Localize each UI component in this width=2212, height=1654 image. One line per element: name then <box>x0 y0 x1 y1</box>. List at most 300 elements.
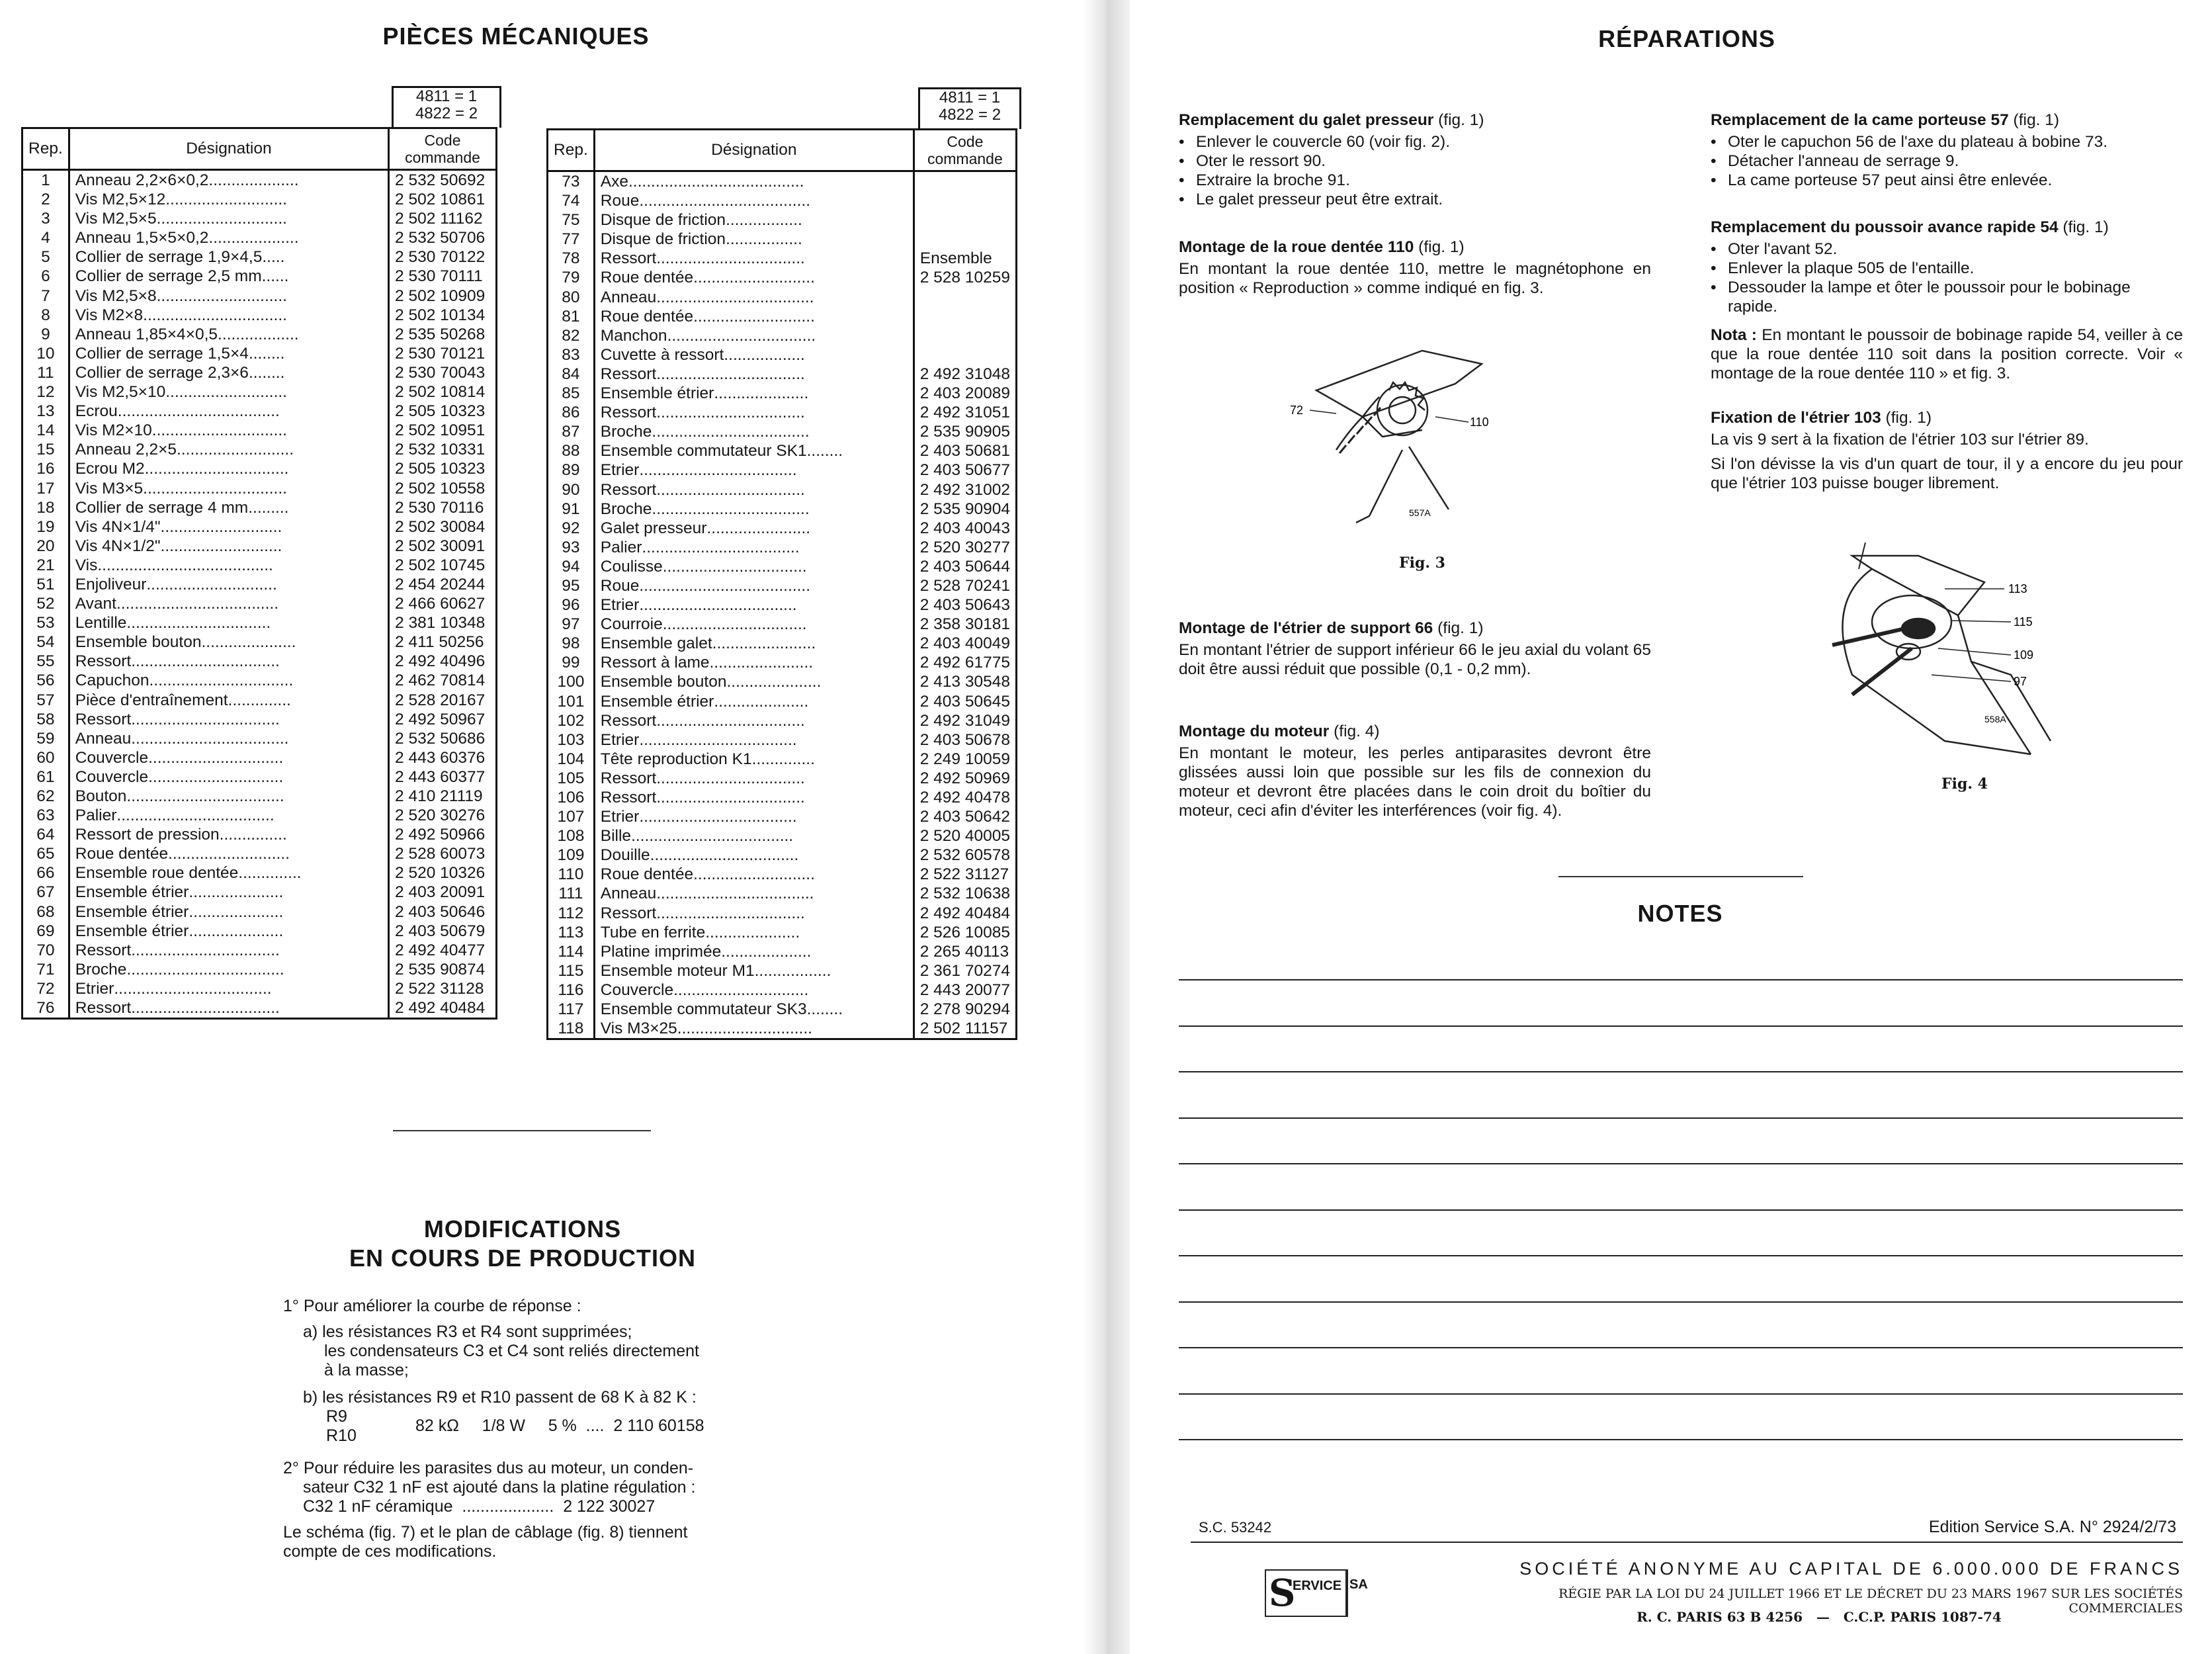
table-row <box>548 230 1017 249</box>
leader-dots: .............................. <box>148 748 284 767</box>
designation-text: Enjoliveur <box>75 575 147 593</box>
table-row <box>22 517 497 537</box>
cell-code: 2 528 20167 <box>389 691 497 710</box>
cell-rep: 63 <box>22 806 69 825</box>
cell-rep: 80 <box>548 288 595 307</box>
cell-rep: 68 <box>22 902 69 922</box>
nota-label: Nota : <box>1711 326 1757 344</box>
logo-s: S <box>1269 1571 1296 1615</box>
designation-text: Vis M2×8 <box>75 306 144 324</box>
cell-code: 2 492 50966 <box>389 825 497 844</box>
mod-r10: R10 <box>326 1426 357 1445</box>
leader-dots: ................................. <box>131 652 280 671</box>
table-row <box>548 441 1017 460</box>
table-row <box>22 459 497 478</box>
table-row <box>22 325 497 344</box>
table-row <box>548 634 1017 653</box>
table-row <box>22 613 497 632</box>
leader-dots: ..................... <box>714 692 809 711</box>
cell-designation <box>594 653 914 672</box>
leader-dots: .................... <box>721 942 812 961</box>
leader-dots: .............. <box>238 864 302 883</box>
list-item: • La came porteuse 57 peut ainsi être enlevée. <box>1711 171 2183 190</box>
cell-code: 2 361 70274 <box>914 961 1016 980</box>
cell-rep: 51 <box>22 575 69 594</box>
cell-rep: 10 <box>22 344 69 363</box>
designation-text: Ressort de pression <box>75 826 220 844</box>
section-title: Remplacement de la came porteuse 57 (fig. 1) <box>1711 111 2059 129</box>
leader-dots: ............... <box>219 826 287 844</box>
table-row <box>548 268 1017 287</box>
cell-rep: 90 <box>548 480 595 500</box>
cell-code: 2 528 70241 <box>914 576 1016 595</box>
cell-code: 2 403 40049 <box>914 634 1016 653</box>
designation-text: Ensemble étrier <box>600 692 714 711</box>
section-came-porteuse <box>1711 111 2183 190</box>
designation-text: Ensemble étrier <box>75 922 189 940</box>
cell-code <box>914 307 1016 326</box>
designation-text: Ensemble étrier <box>75 902 189 921</box>
table-row <box>22 652 497 671</box>
cell-rep: 57 <box>22 691 69 710</box>
section-text: En montant l'étrier de support inférieur 66 le jeu axial du volant 65 doit être aussi réduit que possible (0,1 - 0,2 mm). <box>1179 641 1651 678</box>
cell-designation <box>69 748 388 767</box>
cell-designation <box>594 288 914 307</box>
table-row <box>22 671 497 690</box>
table-row <box>22 440 497 459</box>
cell-rep: 116 <box>548 980 595 1000</box>
footer-rule <box>1191 1542 2183 1543</box>
cell-code: 2 492 31002 <box>914 480 1016 500</box>
cell-designation <box>594 326 914 345</box>
cell-designation <box>594 557 914 576</box>
leader-dots: ..................... <box>726 673 822 691</box>
leader-dots: ........................... <box>693 269 815 287</box>
fig3-label-72: 72 <box>1290 404 1304 417</box>
designation-text: Anneau <box>600 885 657 903</box>
table-row <box>548 750 1017 769</box>
cell-designation <box>69 998 388 1019</box>
notes-line <box>1179 1025 2183 1027</box>
leader-dots: ........................... <box>165 191 287 209</box>
cell-code: 2 535 50268 <box>389 325 497 344</box>
cell-designation <box>594 692 914 711</box>
mod-item-1a-2: les condensateurs C3 et C4 sont reliés directement <box>324 1342 699 1360</box>
cell-code: 2 403 20089 <box>914 384 1016 403</box>
cell-designation <box>594 1019 914 1039</box>
leader-dots: ................................. <box>656 769 805 787</box>
leader-dots: ................................ <box>126 614 271 632</box>
leader-dots: ......... <box>248 498 289 517</box>
cell-rep: 69 <box>22 922 69 941</box>
table-row <box>548 384 1017 403</box>
cell-rep: 13 <box>22 402 69 421</box>
designation-text: Platine imprimée <box>600 942 722 961</box>
leader-dots: ............................. <box>156 286 287 305</box>
cell-designation <box>594 750 914 769</box>
nota-text: En montant le poussoir de bobinage rapide 54, veiller à ce que la roue dentée 110 soit dans la position correcte. Voir « montage de la roue dentée 110 » et fig. 3. <box>1711 326 2183 382</box>
cell-designation <box>69 170 388 191</box>
cell-rep: 60 <box>22 748 69 767</box>
cell-rep: 79 <box>548 268 595 287</box>
section-etrier-support <box>1179 619 1651 679</box>
leader-dots: ................................... <box>639 808 797 826</box>
cell-designation <box>69 247 388 267</box>
table-row <box>22 170 497 191</box>
section-text: Si l'on dévisse la vis d'un quart de tour, il y a encore du jeu pour que l'étrier 103 puisse bouger librement. <box>1711 455 2183 492</box>
cell-rep: 100 <box>548 672 595 691</box>
table-row <box>22 979 497 998</box>
cell-code: 2 502 10558 <box>389 479 497 498</box>
leader-dots: .............. <box>228 691 291 709</box>
leader-dots: ................................ <box>662 615 807 634</box>
cell-designation <box>594 307 914 326</box>
cell-rep: 77 <box>548 230 595 249</box>
leader-dots: ................................. <box>656 711 805 730</box>
cell-code: 2 403 50677 <box>914 460 1016 480</box>
cell-code: 2 492 50967 <box>389 710 497 729</box>
designation-text: Lentille <box>75 614 127 632</box>
cell-code: 2 492 40478 <box>914 788 1016 807</box>
cell-rep: 103 <box>548 730 595 750</box>
cell-rep: 92 <box>548 519 595 538</box>
cell-code: 2 492 40484 <box>914 904 1016 923</box>
leader-dots: ................. <box>726 211 802 230</box>
cell-code: 2 532 50706 <box>389 228 497 247</box>
leader-dots: ................. <box>754 961 831 980</box>
section-moteur <box>1179 722 1651 820</box>
parts-table-1 <box>21 127 497 1020</box>
table-row <box>22 632 497 652</box>
cell-code: 2 410 21119 <box>389 787 497 806</box>
logo-divider <box>1345 1571 1347 1616</box>
table-row <box>548 365 1017 384</box>
table-row <box>548 191 1017 210</box>
leader-dots: ................................. <box>656 904 805 922</box>
leader-dots: ................................ <box>149 672 294 690</box>
cell-designation <box>594 480 914 500</box>
cell-designation <box>69 286 388 306</box>
leader-dots: .................. <box>724 345 805 364</box>
cell-rep: 64 <box>22 825 69 844</box>
mod-item-2: 2° Pour réduire les parasites dus au moteur, un conden- <box>283 1459 694 1477</box>
leader-dots: ................................ <box>143 479 287 498</box>
cell-rep: 88 <box>548 441 595 460</box>
leader-dots: ..................... <box>705 923 800 941</box>
cell-designation <box>594 961 914 980</box>
cell-designation <box>594 807 914 826</box>
cell-code: 2 492 31051 <box>914 403 1016 422</box>
cell-code: 2 403 50646 <box>389 902 497 922</box>
cell-designation <box>594 730 914 750</box>
table-row <box>548 538 1017 557</box>
cell-rep: 65 <box>22 844 69 863</box>
designation-text: Roue <box>600 192 640 210</box>
leader-dots: ................................. <box>656 404 805 422</box>
leader-dots: ..................... <box>714 384 809 403</box>
leader-dots: .................................... <box>631 827 794 846</box>
cell-rep: 75 <box>548 210 595 230</box>
designation-text: Ensemble moteur M1 <box>600 961 755 980</box>
cell-designation <box>594 441 914 460</box>
version-line-2: 4822 = 2 <box>938 106 1001 124</box>
designation-text: Anneau <box>75 729 132 748</box>
book-spine <box>1082 0 1130 1654</box>
cell-designation <box>594 519 914 538</box>
cell-code: 2 532 10331 <box>389 440 497 459</box>
designation-text: Pièce d'entraînement <box>75 691 228 709</box>
cell-rep: 118 <box>548 1019 595 1039</box>
cell-rep: 113 <box>548 923 595 942</box>
designation-text: Ensemble commutateur SK3 <box>600 1000 807 1019</box>
designation-text: Etrier <box>600 461 640 480</box>
cell-designation <box>594 403 914 422</box>
notes-line <box>1179 1439 2183 1440</box>
cell-designation <box>69 344 388 363</box>
cell-code: 2 403 50643 <box>914 595 1016 615</box>
designation-text: Manchon <box>600 326 667 345</box>
cell-designation <box>69 710 388 729</box>
cell-code: 2 265 40113 <box>914 942 1016 961</box>
cell-designation <box>594 345 914 365</box>
cell-rep: 9 <box>22 325 69 344</box>
table-row <box>22 402 497 421</box>
cell-designation <box>69 440 388 459</box>
leader-dots: ........ <box>806 1000 843 1019</box>
cell-rep: 19 <box>22 517 69 537</box>
cell-code: 2 403 20091 <box>389 883 497 902</box>
cell-code: 2 522 31128 <box>389 979 497 998</box>
cell-designation <box>69 883 388 902</box>
designation-text: Etrier <box>600 808 640 826</box>
table-row <box>548 653 1017 672</box>
cell-rep: 16 <box>22 459 69 478</box>
leader-dots: .................................... <box>117 402 280 421</box>
leader-dots: ................................... <box>639 461 797 480</box>
cell-designation <box>69 498 388 517</box>
cell-rep: 3 <box>22 209 69 228</box>
cell-rep: 91 <box>548 500 595 519</box>
cell-code: 2 492 31048 <box>914 365 1016 384</box>
cell-code: 2 526 10085 <box>914 923 1016 942</box>
cell-rep: 74 <box>548 191 595 210</box>
cell-code: 2 520 30276 <box>389 806 497 825</box>
cell-designation <box>69 825 388 844</box>
cell-designation <box>594 884 914 903</box>
leader-dots: ....................... <box>712 634 816 653</box>
table-row <box>548 576 1017 595</box>
leader-dots: ................................. <box>131 999 280 1018</box>
table-row <box>22 863 497 883</box>
leader-dots: ................................ <box>662 557 807 576</box>
section-fixation-etrier <box>1711 409 2183 493</box>
cell-rep: 94 <box>548 557 595 576</box>
list-item: • Enlever la plaque 505 de l'entaille. <box>1711 259 2183 278</box>
cell-code <box>914 191 1016 210</box>
cell-rep: 117 <box>548 1000 595 1019</box>
designation-text: Bille <box>600 827 632 846</box>
cell-designation <box>69 382 388 402</box>
cell-designation <box>69 537 388 556</box>
fig4-code: 558A <box>1984 714 2006 724</box>
table-row <box>548 769 1017 788</box>
cell-rep: 7 <box>22 286 69 306</box>
cell-rep: 96 <box>548 595 595 615</box>
table-row <box>22 421 497 440</box>
cell-designation <box>69 190 388 209</box>
mod-item-1b: b) les résistances R9 et R10 passent de 68 K à 82 K : <box>303 1388 697 1407</box>
mod-item-2-3: C32 1 nF céramique .................... 2 122 30027 <box>303 1497 656 1516</box>
table-row <box>548 345 1017 365</box>
leader-dots: ..................... <box>189 902 284 921</box>
designation-text: Anneau <box>600 288 657 306</box>
designation-text: Bouton <box>75 787 127 805</box>
leader-dots: ............................. <box>146 575 277 593</box>
cell-code: 2 502 11157 <box>914 1019 1016 1039</box>
cell-rep: 89 <box>548 460 595 480</box>
leader-dots: ........ <box>248 363 285 382</box>
table-row <box>22 498 497 517</box>
cell-code: 2 381 10348 <box>389 613 497 632</box>
footer-edition: Edition Service S.A. N° 2924/2/73 <box>1928 1518 2176 1536</box>
cell-designation <box>594 595 914 615</box>
designation-text: Vis M2,5×8 <box>75 286 157 305</box>
col-designation: Désignation <box>69 128 388 170</box>
designation-text: Tête reproduction K1 <box>600 750 752 768</box>
cell-rep: 14 <box>22 421 69 440</box>
cell-code: 2 492 40477 <box>389 941 497 960</box>
designation-text: Ensemble bouton <box>75 633 202 652</box>
mod-note: Le schéma (fig. 7) et le plan de câblage (fig. 8) tiennent <box>283 1523 688 1542</box>
leader-dots: ................................... <box>639 730 797 749</box>
cell-rep: 52 <box>22 594 69 613</box>
designation-text: Etrier <box>600 596 640 615</box>
section-title: Remplacement du galet presseur (fig. 1) <box>1179 111 1484 129</box>
designation-text: Vis M2,5×10 <box>75 383 166 402</box>
cell-code: 2 502 10745 <box>389 556 497 575</box>
table-row <box>22 825 497 844</box>
table-row <box>548 326 1017 345</box>
cell-designation <box>594 422 914 441</box>
list-item: • Le galet presseur peut être extrait. <box>1179 190 1651 209</box>
designation-text: Ressort <box>600 904 657 922</box>
designation-text: Vis <box>75 556 98 574</box>
cell-designation <box>594 230 914 249</box>
cell-designation <box>69 209 388 228</box>
cell-rep: 84 <box>548 365 595 384</box>
cell-code: 2 535 90904 <box>914 500 1016 519</box>
list-item: • Oter l'avant 52. <box>1711 239 2183 259</box>
cell-designation <box>69 228 388 247</box>
designation-text: Vis M2,5×5 <box>75 210 157 228</box>
cell-designation <box>69 691 388 710</box>
cell-rep: 108 <box>548 826 595 846</box>
designation-text: Tube en ferrite <box>600 923 706 941</box>
cell-rep: 110 <box>548 865 595 884</box>
cell-rep: 12 <box>22 382 69 402</box>
table-row <box>22 228 497 247</box>
designation-text: Roue dentée <box>600 865 694 884</box>
designation-text: Collier de serrage 1,9×4,5 <box>75 248 263 267</box>
designation-text: Palier <box>600 538 642 556</box>
cell-rep: 11 <box>22 363 69 382</box>
cell-code: 2 492 31049 <box>914 711 1016 730</box>
table-row <box>22 998 497 1019</box>
designation-text: Ecrou <box>75 402 118 421</box>
cell-rep: 98 <box>548 634 595 653</box>
cell-designation <box>594 865 914 884</box>
leader-dots: ................................... <box>642 538 800 556</box>
table-row <box>548 422 1017 441</box>
cell-designation <box>69 325 388 344</box>
table-row <box>548 672 1017 691</box>
table-row <box>22 922 497 941</box>
notes-line <box>1179 979 2183 980</box>
leader-dots: ........................... <box>168 845 290 863</box>
cell-rep: 59 <box>22 729 69 748</box>
cell-code: 2 403 40043 <box>914 519 1016 538</box>
leader-dots: .............................. <box>677 1020 812 1038</box>
leader-dots: ................................. <box>656 365 805 383</box>
cell-rep: 6 <box>22 267 69 286</box>
section-poussoir <box>1711 218 2183 383</box>
table-row <box>22 556 497 575</box>
designation-text: Anneau 2,2×6×0,2 <box>75 171 209 189</box>
leader-dots: ............................. <box>156 210 287 228</box>
logo-ervice: ERVICE <box>1293 1579 1342 1593</box>
list-item: • Dessouder la lampe et ôter le poussoir pour le bobinage rapide. <box>1711 278 2183 316</box>
designation-text: Coulisse <box>600 557 663 576</box>
cell-rep: 62 <box>22 787 69 806</box>
list-item: • Oter le capuchon 56 de l'axe du plateau à bobine 73. <box>1711 132 2183 152</box>
cell-code: 2 443 60376 <box>389 748 497 767</box>
divider-line <box>393 1130 651 1131</box>
cell-designation <box>594 634 914 653</box>
designation-text: Ecrou M2 <box>75 460 145 478</box>
list-item: • Détacher l'anneau de serrage 9. <box>1711 152 2183 171</box>
table-row <box>548 519 1017 538</box>
cell-designation <box>594 171 914 192</box>
fig4-label-97: 97 <box>2014 675 2027 688</box>
cell-rep: 78 <box>548 249 595 268</box>
leader-dots: ........................... <box>165 383 287 402</box>
cell-code: 2 466 60627 <box>389 594 497 613</box>
section-title: Remplacement du poussoir avance rapide 54 (fig. 1) <box>1711 218 2109 236</box>
cell-designation <box>594 268 914 287</box>
designation-text: Ressort <box>75 652 132 671</box>
cell-code: 2 413 30548 <box>914 672 1016 691</box>
designation-text: Anneau 2,2×5 <box>75 441 177 459</box>
leader-dots: ....................... <box>706 519 811 537</box>
table-row <box>548 807 1017 826</box>
cell-rep: 54 <box>22 632 69 652</box>
notes-title: NOTES <box>1637 900 1723 927</box>
col-designation: Désignation <box>594 130 914 171</box>
table-row <box>548 1000 1017 1019</box>
leader-dots: ................................... <box>126 960 284 979</box>
table-row <box>22 575 497 594</box>
service-logo <box>1265 1569 1348 1617</box>
fig3-code: 557A <box>1409 507 1431 518</box>
notes-line <box>1179 1209 2183 1211</box>
cell-code: 2 492 40496 <box>389 652 497 671</box>
leader-dots: ........ <box>248 344 285 363</box>
cell-code: 2 454 20244 <box>389 575 497 594</box>
version-line-1: 4811 = 1 <box>415 87 478 105</box>
leader-dots: ...................................... <box>639 192 811 210</box>
cell-rep: 67 <box>22 883 69 902</box>
table-row <box>548 711 1017 730</box>
